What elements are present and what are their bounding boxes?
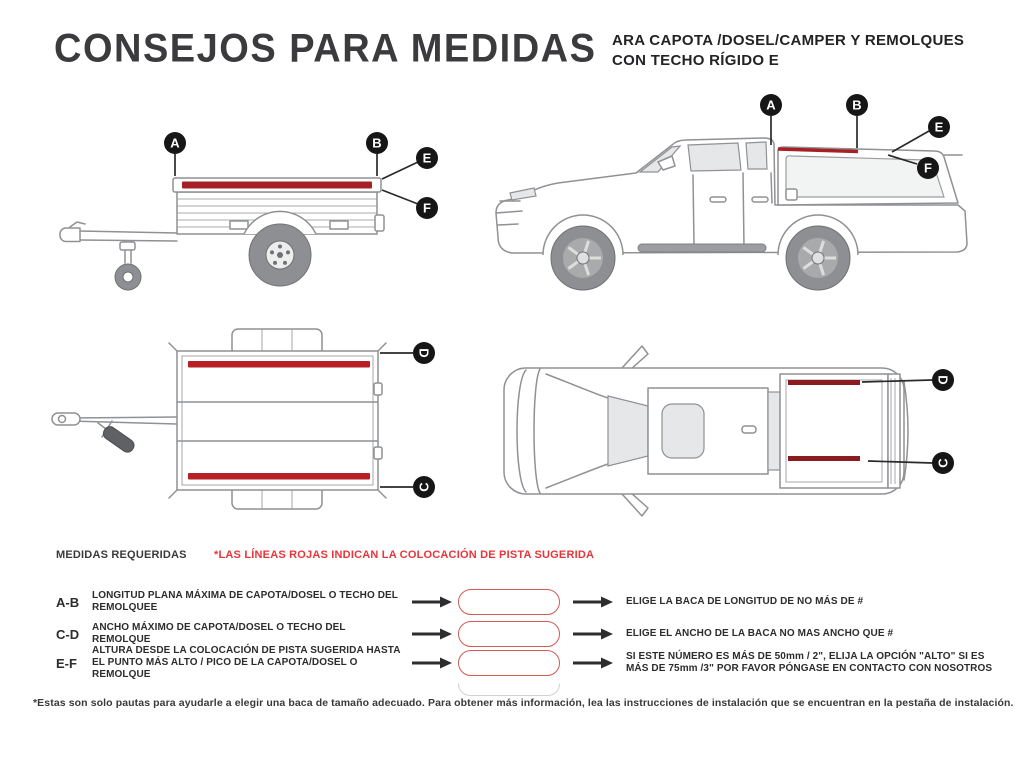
- label-e: E: [422, 150, 432, 166]
- arrow-right-icon: [406, 628, 458, 640]
- suggested-track-stripe: [788, 456, 860, 461]
- label-a: A: [170, 135, 180, 151]
- suggested-track-stripe: [188, 473, 370, 480]
- label-d: D: [935, 375, 951, 385]
- sunroof: [662, 404, 704, 458]
- arrow-right-icon: [406, 596, 458, 608]
- label-c: C: [935, 458, 951, 468]
- measure-row-ef: [56, 645, 1008, 681]
- page-subtitle: [612, 31, 964, 71]
- truck-bed: [780, 374, 888, 488]
- side-mirror: [622, 346, 648, 370]
- page-title: CONSEJOS PARA MEDIDAS: [54, 27, 597, 72]
- crank-handle: [101, 424, 136, 454]
- row-result: ELIGE LA BACA DE LONGITUD DE NO MÁS DE #: [626, 596, 864, 607]
- row-description: LONGITUD PLANA MÁXIMA DE CAPOTA/DOSEL O TECHO DEL REMOLQUEE: [92, 590, 398, 613]
- truck-side-view-diagram: [488, 85, 1024, 310]
- label-e: E: [934, 119, 944, 135]
- row-description: ANCHO MÁXIMO DE CAPOTA/DOSEL O TECHO DEL REMOLQUE: [92, 622, 346, 645]
- label-b: B: [852, 97, 862, 113]
- row-result: ELIGE EL ANCHO DE LA BACA NO MAS ANCHO QUE #: [626, 628, 894, 639]
- truck-top-view-diagram: [490, 330, 1024, 530]
- suggested-track-stripe: [778, 149, 858, 152]
- red-lines-note: *LAS LÍNEAS ROJAS INDICAN LA COLOCACIÓN DE PISTA SUGERIDA: [214, 549, 595, 561]
- arrow-right-icon: [562, 657, 624, 669]
- measurement-input-ab[interactable]: [458, 589, 560, 615]
- trailer-side-view-diagram: [30, 95, 460, 320]
- arrow-right-icon: [562, 596, 624, 608]
- footnote: *Estas son solo pautas para ayudarle a elegir una baca de tamaño adecuado. Para obtener más información, lea las instrucciones de instalación que se encuentran en la pestaña de instalación.: [33, 697, 1014, 709]
- side-mirror: [622, 492, 648, 516]
- measure-row-ab: [56, 585, 1008, 619]
- arrow-right-icon: [406, 657, 458, 669]
- suggested-track-stripe: [788, 380, 860, 385]
- subtitle-line-2: CON TECHO RÍGIDO E: [612, 52, 780, 69]
- row-label: E-F: [56, 655, 77, 671]
- measurement-input-cd[interactable]: [458, 621, 560, 647]
- measures-header: [56, 549, 594, 561]
- label-b: B: [372, 135, 382, 151]
- measures-heading: MEDIDAS REQUERIDAS: [56, 549, 187, 561]
- suggested-track-stripe: [188, 361, 370, 368]
- label-a: A: [766, 97, 776, 113]
- suggested-track-stripe: [182, 182, 372, 189]
- row-result: SI ESTE NÚMERO ES MÁS DE 50mm / 2", ELIJA LA OPCIÓN "ALTO" SI ES MÁS DE 75mm /3" POR FAVOR PÓNGASE EN CONTACTO CON NOSOTROS: [626, 651, 993, 674]
- row-description: ALTURA DESDE LA COLOCACIÓN DE PISTA SUGERIDA HASTA EL PUNTO MÁS ALTO / PICO DE LA CAPOTA/DOSEL O REMOLQUE: [92, 645, 401, 680]
- tailgate: [888, 374, 900, 488]
- subtitle-line-1: ARA CAPOTA /DOSEL/CAMPER Y REMOLQUES: [612, 32, 965, 49]
- measurement-input-ef[interactable]: [458, 650, 560, 676]
- row-label: C-D: [56, 626, 80, 642]
- label-f: F: [924, 160, 932, 176]
- label-f: F: [423, 200, 431, 216]
- label-d: D: [416, 348, 432, 358]
- row-label: A-B: [56, 594, 80, 610]
- trailer-top-view-diagram: [40, 325, 460, 530]
- arrow-right-icon: [562, 628, 624, 640]
- label-c: C: [416, 482, 432, 492]
